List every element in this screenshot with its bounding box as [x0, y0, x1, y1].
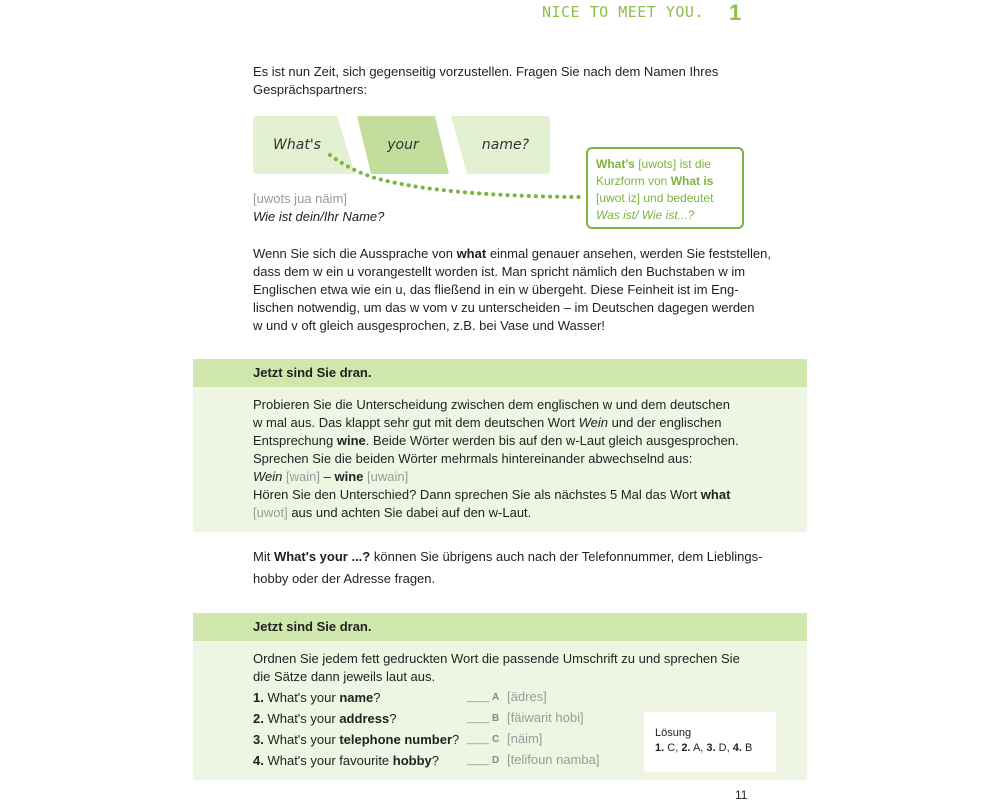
answer-blank-b[interactable]: ____ B	[467, 713, 500, 724]
answer-blank-d[interactable]: ____ D	[467, 755, 500, 766]
exercise-2-line-2: die Sätze dann jeweils laut aus.	[253, 669, 436, 684]
explanation-line-4: lischen notwendig, um das w vom v zu unterscheiden – im Deutschen dagegen werden	[253, 300, 755, 315]
callout-ipa-whats: [uwots]	[638, 157, 677, 171]
exercise-item-2: 2. What's your address?	[253, 711, 397, 726]
exercise-item-4: 4. What's your favourite hobby?	[253, 753, 440, 768]
exercise-item-3: 3. What's your telephone number?	[253, 732, 460, 747]
transcription-a: [ädres]	[507, 689, 547, 704]
intro-line-1: Es ist nun Zeit, sich gegenseitig vorzustellen. Fragen Sie nach dem Namen Ihres	[253, 64, 719, 79]
solution-title: Lösung	[655, 727, 692, 739]
explanation-line-2: dass dem w ein u vorangestellt worden ist. Man spricht nämlich den Buchstaben w im	[253, 264, 746, 279]
exercise-1-line-2: w mal aus. Das klappt sehr gut mit dem deutschen Wort Wein und der englischen	[253, 415, 722, 430]
exercise-1-line-5: Wein [wain] – wine [uwain]	[253, 469, 409, 484]
answer-blank-c[interactable]: ____ C	[467, 734, 500, 745]
callout-bold-whats: What's	[596, 157, 635, 171]
explanation-line-3: Englischen etwa wie ein u, das fließend in ein w übergeht. Diese Feinheit ist im Eng-	[253, 282, 739, 297]
exercise-1-line-1: Probieren Sie die Unterscheidung zwischen dem englischen w und dem deutschen	[253, 397, 730, 412]
exercise-2-line-1: Ordnen Sie jedem fett gedruckten Wort die passende Umschrift zu und sprechen Sie	[253, 651, 740, 666]
running-header: NICE TO MEET YOU.	[541, 3, 704, 21]
exercise-1-line-6: Hören Sie den Unterschied? Dann sprechen Sie als nächstes 5 Mal das Wort what	[253, 487, 731, 502]
solution-answers: 1. C, 2. A, 3. D, 4. B	[655, 742, 753, 754]
explanation-line-5: w und v oft gleich ausgesprochen, z.B. bei Vase und Wasser!	[253, 318, 605, 333]
callout-bold-whatis: What is	[670, 174, 714, 188]
phrase-transcription: [uwots jua näim]	[253, 191, 347, 206]
exercise-1-line-3: Entsprechung wine. Beide Wörter werden bis auf den w-Laut gleich ausgesprochen.	[253, 433, 739, 448]
exercise-1-line-4: Sprechen Sie die beiden Wörter mehrmals hintereinander abwechselnd aus:	[253, 451, 693, 466]
callout-text-1: ist die	[679, 157, 711, 171]
page-number: 11	[735, 788, 748, 802]
callout-text-4: Was ist/ Wie ist...?	[596, 208, 695, 222]
word-whats: What's	[273, 137, 321, 153]
chapter-number: 1	[729, 0, 742, 25]
exercise-1-line-7: [uwot] aus und achten Sie dabei auf den w-Laut.	[253, 505, 532, 520]
callout-text-3: und bedeutet	[643, 191, 714, 205]
explanation-line-1: Wenn Sie sich die Aussprache von what einmal genauer ansehen, werden Sie feststellen,	[253, 246, 771, 261]
transcription-c: [näim]	[507, 731, 543, 746]
callout-ipa-whatis: [uwot iz]	[596, 191, 641, 205]
middle-line-1: Mit What's your ...? können Sie übrigens auch nach der Telefonnummer, dem Lieblings-	[253, 549, 763, 564]
exercise-2-heading: Jetzt sind Sie dran.	[253, 619, 372, 634]
answer-blank-a[interactable]: ____ A	[467, 692, 500, 703]
intro-line-2: Gesprächspartners:	[253, 82, 368, 97]
exercise-item-1: 1. What's your name?	[253, 690, 381, 705]
middle-line-2: hobby oder der Adresse fragen.	[253, 571, 436, 586]
phrase-translation: Wie ist dein/Ihr Name?	[253, 209, 385, 224]
exercise-1-heading: Jetzt sind Sie dran.	[253, 365, 372, 380]
word-your: your	[387, 137, 419, 153]
callout-text-2: Kurzform von	[596, 174, 668, 188]
callout-box	[586, 147, 744, 229]
transcription-b: [fäiwarit hobi]	[507, 710, 584, 725]
transcription-d: [telifoun namba]	[507, 752, 600, 767]
word-name: name?	[481, 137, 530, 153]
